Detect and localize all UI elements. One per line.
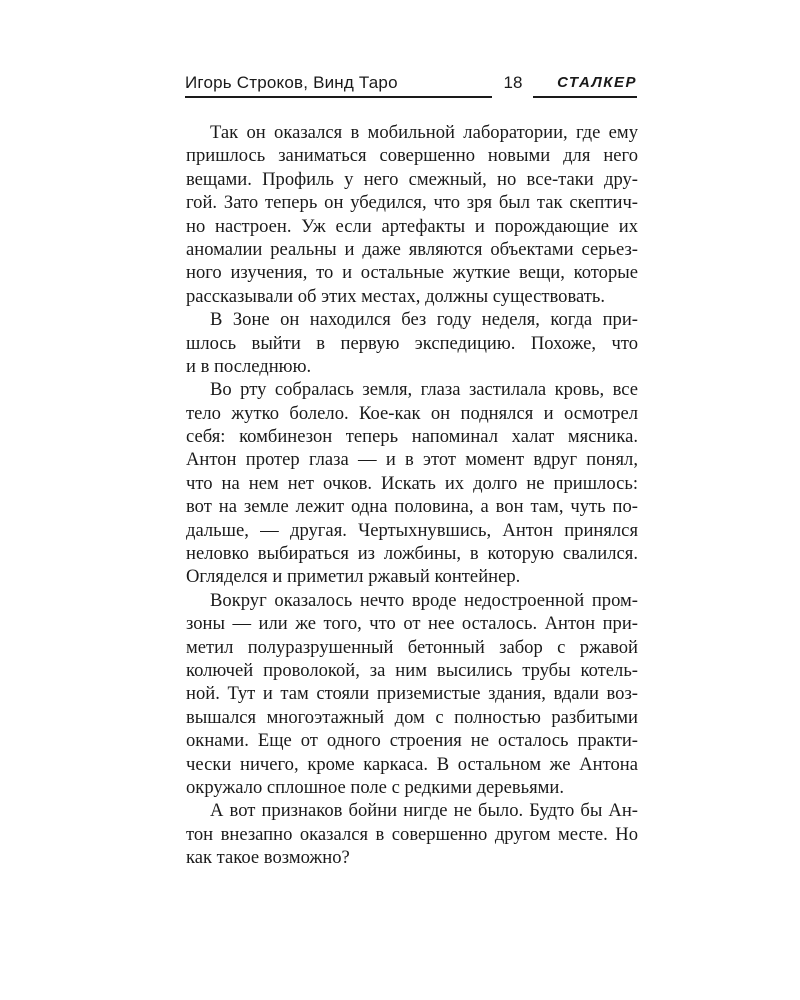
text-line: но настроен. Уж если артефакты и порождающие их <box>186 215 638 237</box>
text-line: колючей проволокой, за ним высились трубы котель- <box>186 659 638 681</box>
body-text <box>186 121 638 870</box>
header-series-title: СТАЛКЕР <box>557 74 637 91</box>
text-line: вот на земле лежит одна половина, а вон там, чуть по- <box>186 496 638 518</box>
text-line: ного изучения, то и остальные жуткие вещи, которые <box>186 262 638 284</box>
text-line: себя: комбинезон теперь напоминал халат мясника. <box>186 426 638 448</box>
text-line: Так он оказался в мобильной лаборатории, где ему <box>210 122 638 143</box>
header-rule-right <box>533 96 637 98</box>
header-author: Игорь Строков, Винд Таро <box>185 73 398 92</box>
text-line: В Зоне он находился без году неделя, когда при- <box>210 309 638 331</box>
text-line: что на нем нет очков. Искать их долго не пришлось: <box>186 472 638 494</box>
text-line: и в последнюю. <box>186 355 312 377</box>
text-line: метил полуразрушенный бетонный забор с ржавой <box>186 636 638 658</box>
text-line: аномалии реальны и даже являются объектами серьез- <box>186 238 638 260</box>
text-line: пришлось заниматься совершенно новыми для него <box>186 145 638 167</box>
text-line: А вот признаков бойни нигде не было. Будто бы Ан- <box>210 800 638 822</box>
text-line: дальше, — другая. Чертыхнувшись, Антон принялся <box>186 519 638 541</box>
text-line: окружало сплошное поле с редкими деревьями. <box>186 776 565 798</box>
text-line: тон внезапно оказался в совершенно другом месте. Но <box>186 823 638 845</box>
header-rule-left <box>185 96 492 98</box>
text-line: чески ничего, кроме каркаса. В остальном же Антона <box>186 753 638 775</box>
page-number: 18 <box>503 73 523 92</box>
text-line: вышался многоэтажный дом с полностью разбитыми <box>186 706 638 728</box>
text-line: рассказывали об этих местах, должны существовать. <box>186 285 606 307</box>
text-line: зоны — или же того, что от нее осталось. Антон при- <box>186 613 638 635</box>
text-line: Вокруг оказалось нечто вроде недостроенной пром- <box>210 589 638 611</box>
text-line: как такое возможно? <box>186 847 350 869</box>
text-line: Антон протер глаза — и в этот момент вдруг понял, <box>186 449 638 471</box>
text-line: Огляделся и приметил ржавый контейнер. <box>186 566 521 588</box>
text-line: тело жутко болело. Кое-как он поднялся и осмотрел <box>186 402 638 424</box>
running-head <box>185 68 637 100</box>
text-line: неловко выбираться из ложбины, в которую свалился. <box>186 543 638 565</box>
text-line: вещами. Профиль у него смежный, но все-таки дру- <box>186 168 638 190</box>
text-line: шлось выйти в первую экспедицию. Похоже, что <box>186 332 638 354</box>
text-line: гой. Зато теперь он убедился, что зря был так скептич- <box>186 192 638 214</box>
text-line: ной. Тут и там стояли приземистые здания, вдали воз- <box>186 683 638 705</box>
text-line: Во рту собралась земля, глаза застилала кровь, все <box>210 379 638 401</box>
text-line: окнами. Еще от одного строения не осталось практи- <box>186 730 638 752</box>
